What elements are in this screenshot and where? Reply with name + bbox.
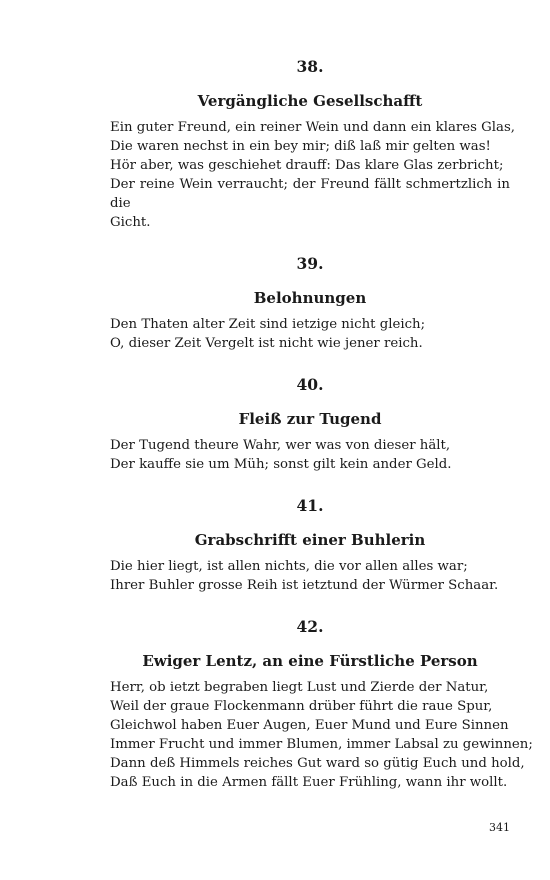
page-content [110,56,533,813]
poem-line: Der Tugend theure Wahr, wer was von dieser hält, [110,438,451,453]
poem-number: 40. [296,375,324,394]
poem-line: Den Thaten alter Zeit sind ietzige nicht gleich; [110,317,426,332]
poem-line: Daß Euch in die Armen fällt Euer Frühling, wann ihr wollt. [110,775,508,790]
poem-number: 42. [296,617,324,636]
poem-line: Herr, ob ietzt begraben liegt Lust und Zierde der Natur, [110,680,489,695]
poem-42 [110,616,533,792]
poem-number: 39. [296,254,324,273]
poem-line: Gleichwol haben Euer Augen, Euer Mund und Eure Sinnen [110,718,509,733]
poem-line: Die waren nechst in ein bey mir; diß laß mir gelten was! [110,139,491,154]
poem-number: 38. [296,57,324,76]
poem-line: Hör aber, was geschiehet drauff: Das klare Glas zerbricht; [110,158,504,173]
poem-line: Ein guter Freund, ein reiner Wein und dann ein klares Glas, [110,120,516,135]
poem-line: Immer Frucht und immer Blumen, immer Labsal zu gewinnen; [110,737,533,752]
poem-title: Belohnungen [253,289,367,307]
poem-line: Dann deß Himmels reiches Gut ward so gütig Euch und hold, [110,756,525,771]
poem-title: Grabschrifft einer Buhlerin [194,531,426,549]
poem-line: Weil der graue Flockenmann drüber führt die raue Spur, [110,699,493,714]
poem-39 [110,253,510,353]
poem-title: Ewiger Lentz, an eine Fürstliche Person [142,652,478,670]
poem-title: Vergängliche Gesellschafft [197,92,423,110]
poem-line: Die hier liegt, ist allen nichts, die vor allen alles war; [110,559,468,574]
poem-line: Gicht. [110,215,151,230]
poem-line: O, dieser Zeit Vergelt ist nicht wie jener reich. [110,336,423,351]
poem-41 [110,495,510,595]
poem-title: Fleiß zur Tugend [238,410,382,428]
poem-number: 41. [296,496,324,515]
poem-line: Der reine Wein verraucht; der Freund fällt schmertzlich in die [110,177,510,211]
poem-line: Ihrer Buhler grosse Reih ist ietztund der Würmer Schaar. [110,578,499,593]
poem-lines [110,436,510,474]
poem-lines [110,315,510,353]
page-number: 341 [489,821,510,834]
poem-line: Der kauffe sie um Müh; sonst gilt kein ander Geld. [110,457,452,472]
poem-lines [110,557,510,595]
poem-lines [110,678,533,792]
poem-38 [110,56,516,232]
poem-lines [110,118,516,232]
poem-40 [110,374,510,474]
